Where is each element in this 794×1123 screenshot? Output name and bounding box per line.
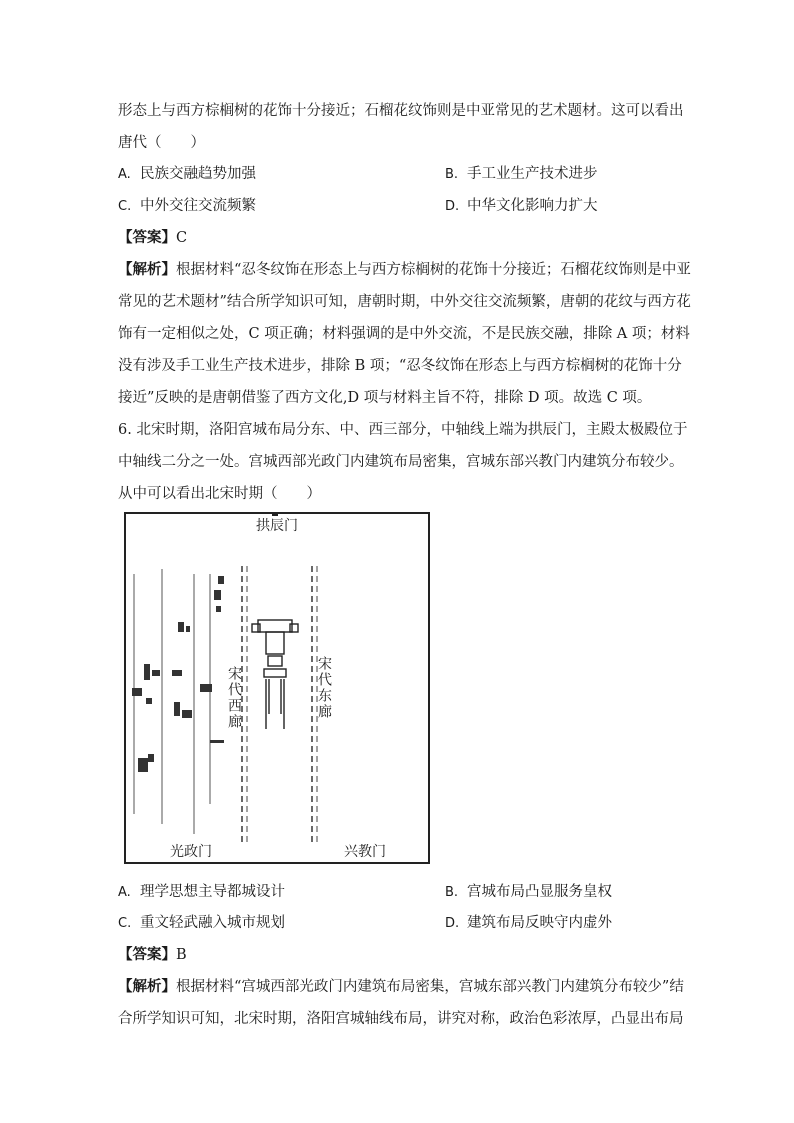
west-corridor-text: 宋代西廊 [226, 666, 242, 730]
q5-analysis-line3: 饰有一定相似之处，C 项正确；材料强调的是中外交流，不是民族交融，排除 A 项；材料 [118, 326, 690, 342]
q6-option-c[interactable]: C. 重文轻武融入城市规划 [118, 915, 285, 931]
q6-option-b[interactable]: B. 宫城布局凸显服务皇权 [445, 884, 612, 900]
q5-option-b[interactable]: B. 手工业生产技术进步 [445, 166, 598, 182]
q5-analysis-line4: 没有涉及手工业生产技术进步，排除 B 项；“忍冬纹饰在形态上与西方棕榈树的花饰十分 [118, 358, 682, 374]
east-corridor-label [316, 656, 332, 720]
answer-label: 【答案】 [118, 946, 176, 963]
q6-analysis-line2: 合所学知识可知，北宋时期，洛阳宫城轴线布局，讲究对称，政治色彩浓厚，凸显出布局 [118, 1011, 684, 1027]
q6-option-d[interactable]: D. 建筑布局反映守内虚外 [445, 915, 612, 931]
q5-analysis-line5: 接近”反映的是唐朝借鉴了西方文化,D 项与材料主旨不符，排除 D 项。故选 C 项。 [118, 390, 652, 406]
palace-city-map [124, 512, 430, 864]
answer-value: C [176, 230, 188, 246]
q5-stem-line1: 形态上与西方棕榈树的花饰十分接近；石榴花纹饰则是中亚常见的艺术题材。这可以看出 [118, 103, 684, 119]
q6-stem-line2: 中轴线二分之一处。宫城西部光政门内建筑布局密集，宫城东部兴教门内建筑分布较少。 [118, 454, 684, 470]
answer-label: 【答案】 [118, 229, 176, 246]
q5-analysis-line1: 【解析】根据材料“忍冬纹饰在形态上与西方棕榈树的花饰十分接近；石榴花纹饰则是中亚 [118, 261, 691, 278]
q5-analysis-line2: 常见的艺术题材”结合所学知识可知，唐朝时期，中外交往交流频繁，唐朝的花纹与西方花 [118, 294, 691, 310]
central-palace [252, 620, 298, 729]
xingjiao-gate-label: 兴教门 [344, 844, 386, 860]
map-drawing [126, 514, 428, 862]
q5-option-c[interactable]: C. 中外交往交流频繁 [118, 198, 256, 214]
top-gate-marker [272, 514, 278, 516]
answer-value: B [176, 947, 187, 963]
q5-answer [118, 228, 678, 248]
analysis-label: 【解析】 [118, 261, 176, 278]
analysis-label: 【解析】 [118, 978, 176, 995]
q5-option-a[interactable]: A. 民族交融趋势加强 [118, 166, 256, 182]
east-corridor-text: 宋代东廊 [316, 656, 332, 720]
q6-option-a[interactable]: A. 理学思想主导都城设计 [118, 884, 285, 900]
q5-option-d[interactable]: D. 中华文化影响力扩大 [445, 198, 598, 214]
top-gate-label: 拱辰门 [256, 518, 298, 534]
west-corridor-label [226, 666, 242, 730]
q6-answer [118, 945, 678, 965]
q5-stem-line2: 唐代（ ） [118, 135, 205, 151]
q6-stem-line1: 6. 北宋时期，洛阳宫城布局分东、中、西三部分，中轴线上端为拱辰门，主殿太极殿位于 [118, 422, 688, 438]
q6-stem-line3: 从中可以看出北宋时期（ ） [118, 486, 321, 502]
q6-analysis-line1: 【解析】根据材料“宫城西部光政门内建筑布局密集，宫城东部兴教门内建筑分布较少”结 [118, 978, 684, 995]
guangzheng-gate-label: 光政门 [170, 844, 212, 860]
